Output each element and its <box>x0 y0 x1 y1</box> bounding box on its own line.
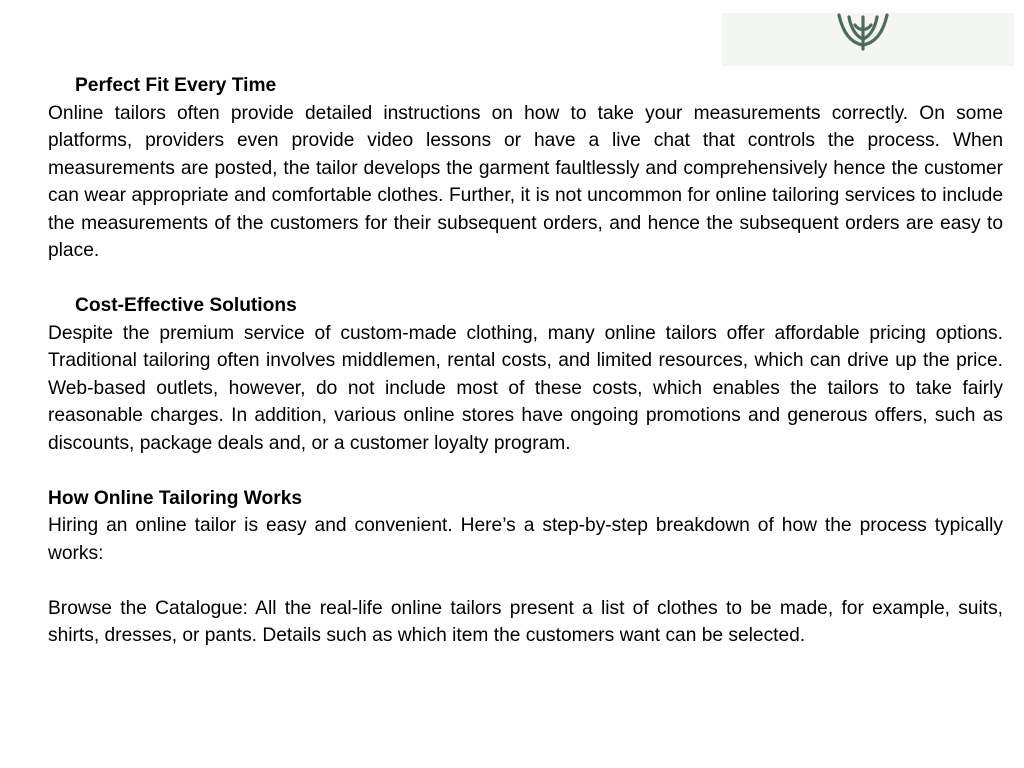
section-heading-how-it-works: How Online Tailoring Works <box>48 487 303 509</box>
paragraph-spacer <box>48 457 1003 485</box>
trident-monogram-icon <box>835 13 891 51</box>
section-heading-perfect-fit: Perfect Fit Every Time <box>75 75 277 96</box>
section-body-how-it-works: Hiring an online tailor is easy and convenient. Here’s a step-by-step breakdown of how the process typically works: <box>48 515 1003 564</box>
section-body-cost-effective: Despite the premium service of custom-made clothing, many online tailors offer affordable pricing options. Traditional tailoring often involves middlemen, rental costs, and limited resources, which can drive up the price. Web-based outlets, however, do not include most of these costs, which enables the tailors to take fairly reasonable charges. In addition, various online stores have ongoing promotions and generous offers, such as discounts, package deals and, or a customer loyalty program. <box>48 322 1003 454</box>
section-body-perfect-fit: Online tailors often provide detailed instructions on how to take your measurements correctly. On some platforms, providers even provide video lessons or have a live chat that controls the process. When measurements are posted, the tailor develops the garment faultlessly and comprehensively hence the customer can wear appropriate and comfortable clothes. Further, it is not uncommon for online tailoring services to include the measurements of the customers for their subsequent orders, and hence the subsequent orders are easy to place. <box>48 102 1003 261</box>
section-heading-cost-effective: Cost-Effective Solutions <box>75 295 297 316</box>
paragraph-spacer <box>48 567 1003 595</box>
logo-banner <box>722 13 1014 66</box>
paragraph-spacer <box>48 265 1003 293</box>
article-content <box>48 72 1003 650</box>
step-paragraph-browse-catalogue: Browse the Catalogue: All the real-life online tailors present a list of clothes to be made, for example, suits, shirts, dresses, or pants. Details such as which item the customers want can be selected. <box>48 597 1003 646</box>
